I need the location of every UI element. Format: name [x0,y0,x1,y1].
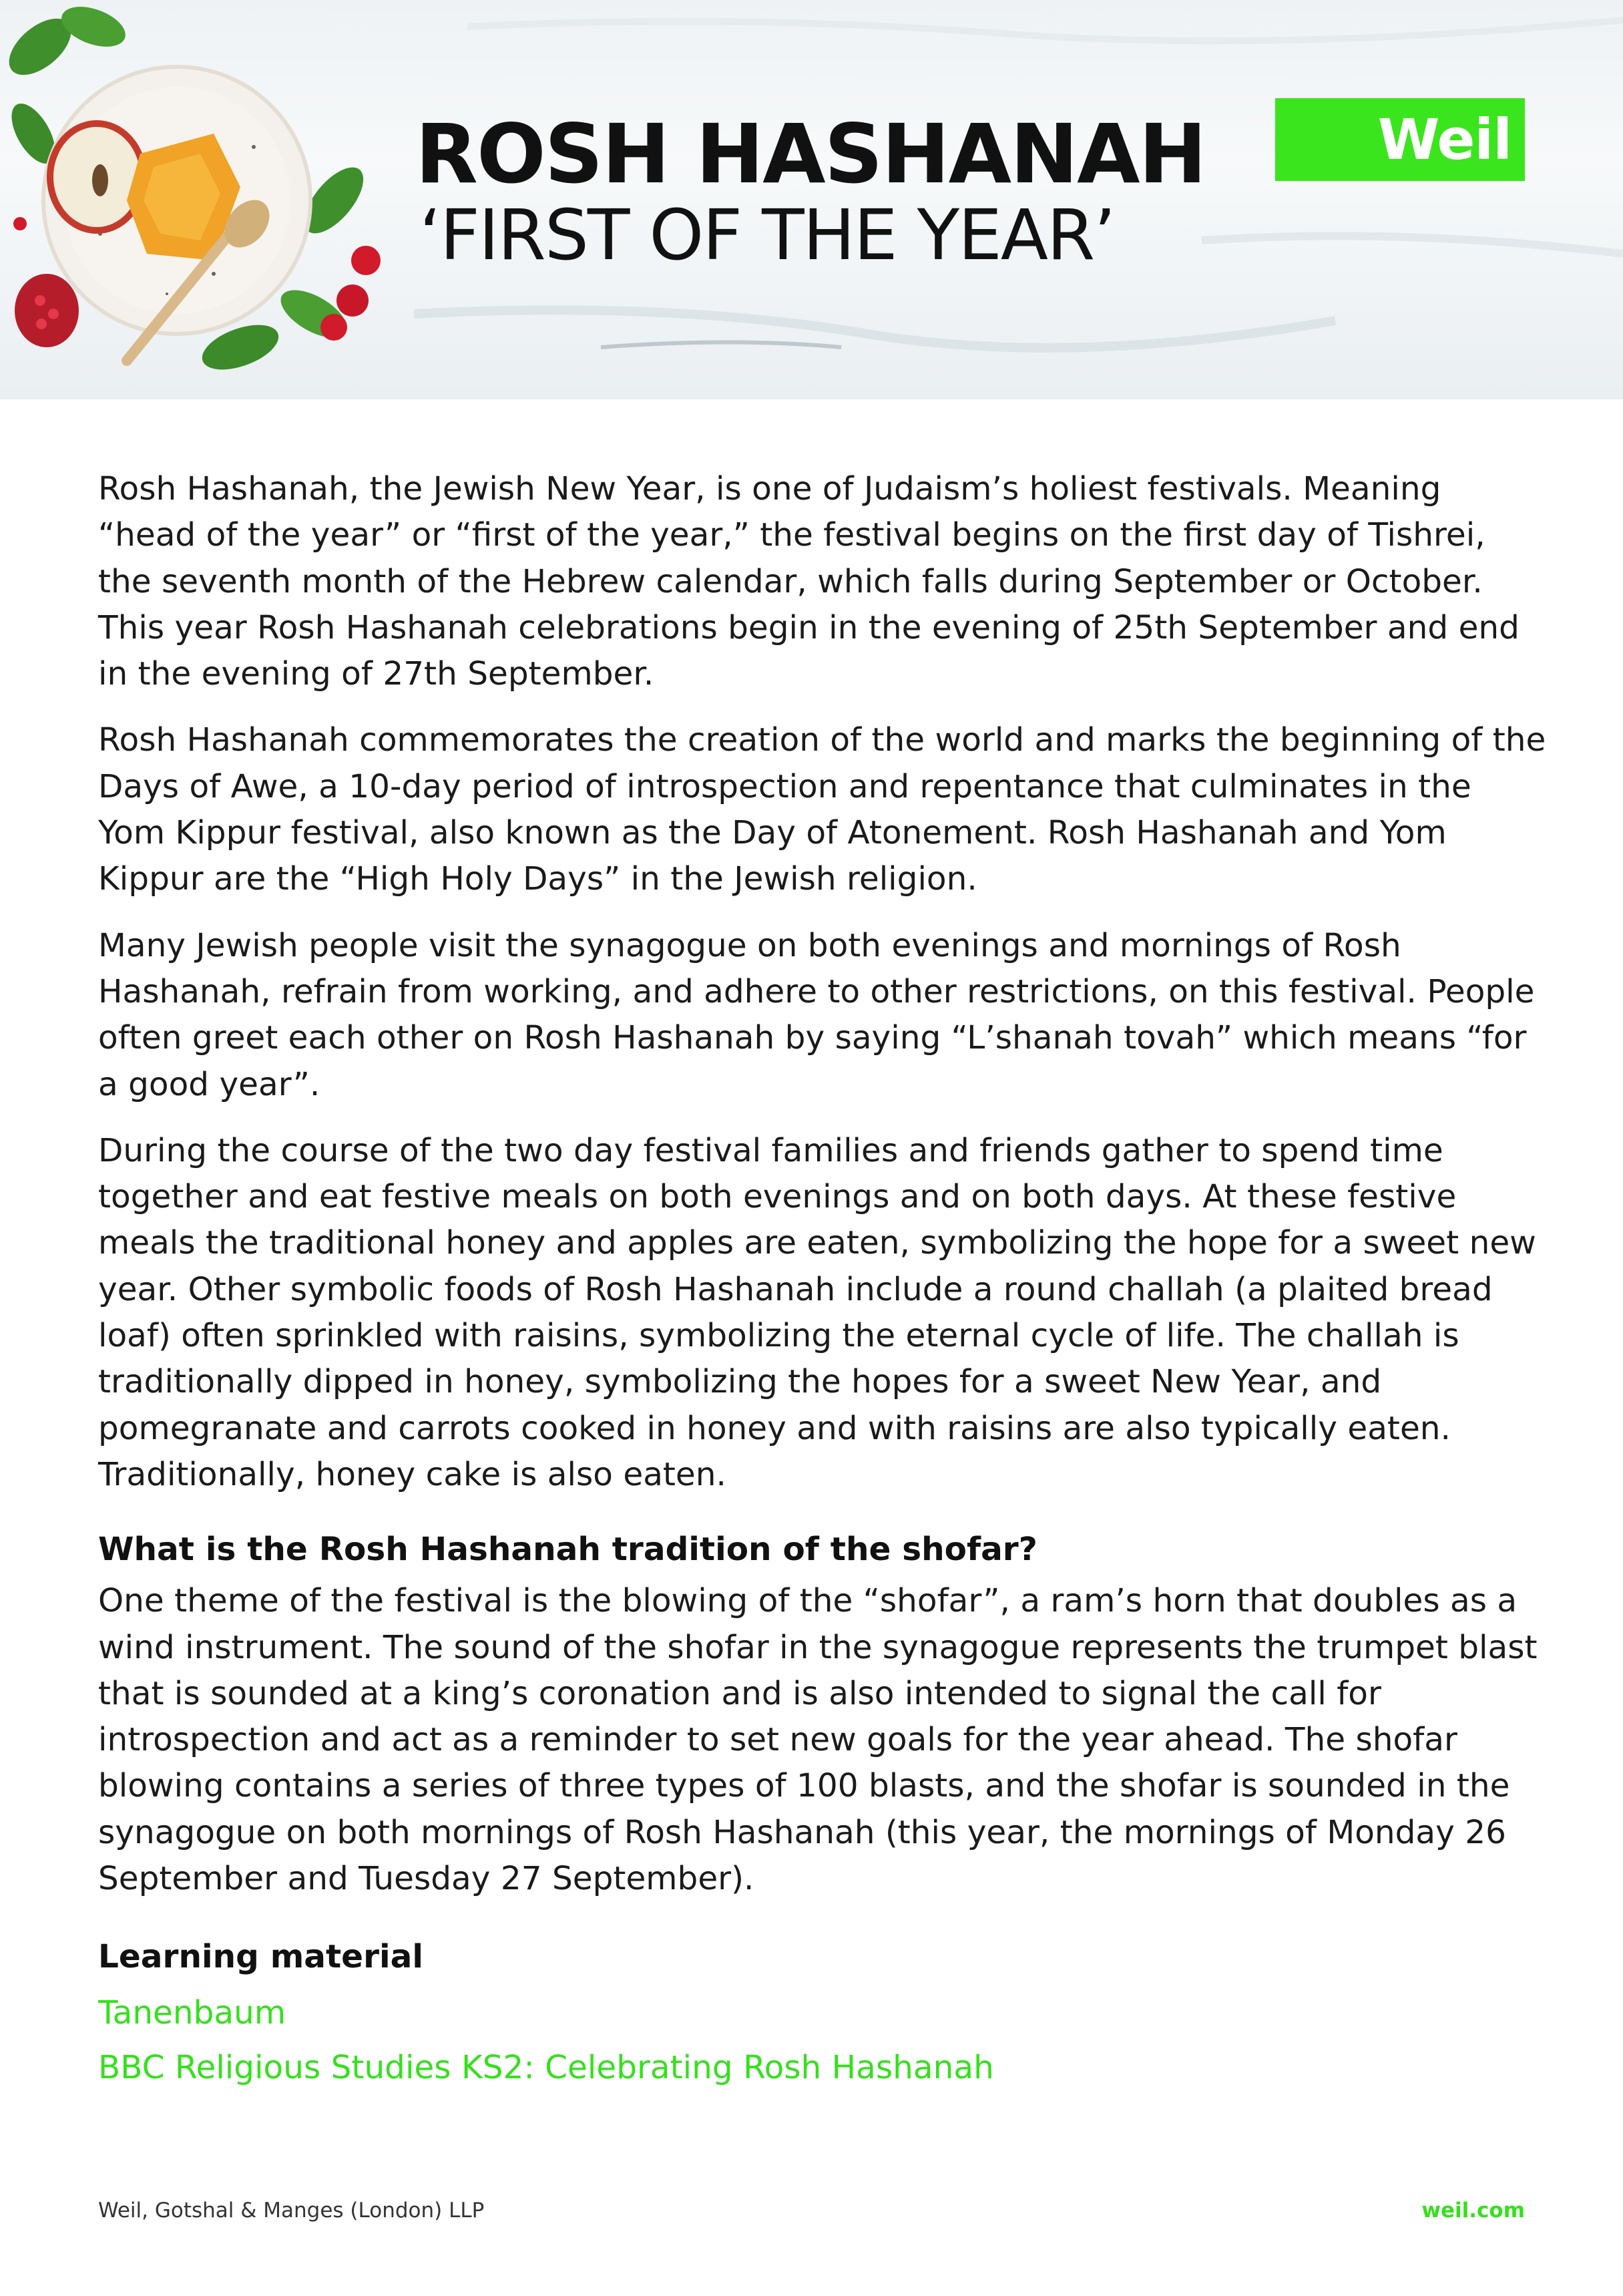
synagogue-paragraph: Many Jewish people visit the synagogue on both evenings and mornings of Rosh Hashanah, refrain from working, and adhere to other restrictions, on this festival. People often greet each other on Rosh Hashanah by saying “L’shanah tovah” which means “for a good year”. [98,926,1535,1103]
learning-links [98,1985,1547,2095]
honey-plate-illustration [0,0,381,379]
shofar-paragraph: One theme of the festival is the blowing of the “shofar”, a ram’s horn that doubles as a wind instrument. The sound of the shofar in the synagogue represents the trumpet blast that is sounded at a king’s coronation and is also intended to signal the call for introspection and act as a reminder to set new goals for the year ahead. The shofar blowing contains a series of three types of 100 blasts, and the shofar is sounded in the synagogue on both mornings of Rosh Hashanah (this year, the mornings of Monday 26 September and Tuesday 27 September). [98,1582,1538,1898]
learning-material-heading: Learning material [98,1938,423,1976]
page-subtitle: ‘FIRST OF THE YEAR’ [419,194,1115,276]
link-tanenbaum[interactable]: Tanenbaum [98,1994,286,2032]
link-bbc-religious-studies[interactable]: BBC Religious Studies KS2: Celebrating Rosh Hashanah [98,2049,994,2087]
header-banner [0,0,1623,399]
page-title: ROSH HASHANAH [415,107,1206,202]
weil-logo[interactable]: Weil [1275,98,1525,181]
shofar-heading: What is the Rosh Hashanah tradition of the shofar? [98,1531,1037,1569]
footer-website-link[interactable]: weil.com [1421,2198,1525,2223]
intro-paragraph: Rosh Hashanah, the Jewish New Year, is one of Judaism’s holiest festivals. Meaning “head of the year” or “first of the year,” the festival begins on the first day of Tishrei, the seventh month of the Hebrew calendar, which falls during September or October. This year Rosh Hashanah celebrations begin in the evening of 25th September and end in the evening of 27th September. [98,470,1520,693]
days-of-awe-paragraph: Rosh Hashanah commemorates the creation of the world and marks the beginning of the Days of Awe, a 10-day period of introspection and repentance that culminates in the Yom Kippur festival, also known as the Day of Atonement. Rosh Hashanah and Yom Kippur are the “High Holy Days” in the Jewish religion. [98,721,1546,898]
footer-company: Weil, Gotshal & Manges (London) LLP [98,2198,485,2223]
main-content [98,466,1547,2095]
festive-meals-paragraph: During the course of the two day festival families and friends gather to spend time together and eat festive meals on both evenings and on both days. At these festive meals the traditional honey and apples are eaten, symbolizing the hope for a sweet new year. Other symbolic foods of Rosh Hashanah include a round challah (a plaited bread loaf) often sprinkled with raisins, symbolizing the eternal cycle of life. The challah is traditionally dipped in honey, symbolizing the hopes for a sweet New Year, and pomegranate and carrots cooked in honey and with raisins are also typically eaten. Traditionally, honey cake is also eaten. [98,1131,1536,1493]
